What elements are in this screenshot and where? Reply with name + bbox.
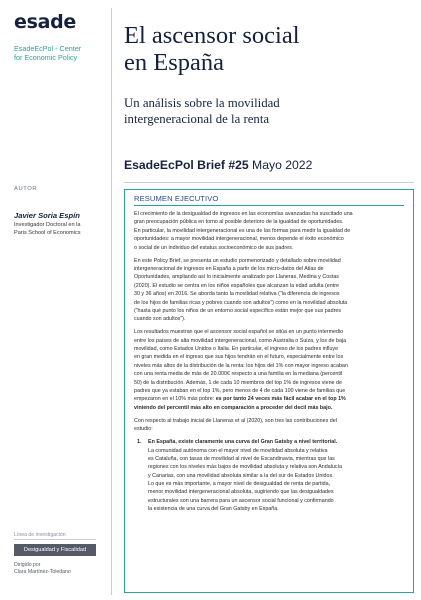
text-line: y Canarias, con una movilidad absoluta similar a la del sur de Estados Unidos. [148,472,334,479]
text-line: Con respecto al trabajo inicial de Llaneras et al (2020), son tres las contribuciones del [134,417,337,424]
text-line: menor movilidad intergeneracional absoluta, sugiriendo que las desigualdades [148,489,334,496]
brief-label [124,158,312,172]
text-line: La comunidad autónoma con el mayor nivel de movilidad absoluta y relativa [148,447,328,454]
text-line: de los hijos de familias ricas y pobres cuando son adultos”) como en la movilidad absoluta [134,299,348,306]
summary-header: RESUMEN EJECUTIVO [134,194,219,203]
text-line: o social de un individuo del estatus socioeconómico de sus padres. [134,244,294,251]
esade-logo: esade [14,11,77,33]
text-line: entre los países de alta movilidad intergeneracional, como Australia o Suiza, y los de baja [134,337,347,344]
author-name: Javier Soria Espín [14,211,80,220]
summary-paragraph-4 [134,417,406,434]
title-line-1: El ascensor social [124,22,300,49]
subtitle-line-1: Un análisis sobre la movilidad [124,96,280,110]
text-line [134,395,406,403]
title-line-2: en España [124,49,224,76]
text-line: (2020). El estudio se centra en los niños españoles que alcanzan la edad adulta (entre [134,282,339,289]
bold-highlight: es por tanto 24 veces más fácil acabar en el top 1% [214,396,346,403]
research-line-tag: Desigualdad y Fiscalidad [14,544,96,556]
text-line: estructurales son una barrera para un ascensor social funcional y confirmando [148,497,334,504]
summary-paragraph-3 [134,328,406,412]
text-line: padres que ya estaban en el top 1%, pero menos de 4 de cada 100 viene de familias que [134,388,346,394]
brief-number: EsadeEcPol Brief #25 [124,158,249,172]
subtitle-line-2: intergeneracional de la renta [124,111,270,126]
list-number: 1. [137,439,142,446]
document-subtitle [124,96,414,127]
item-heading: En España, existe claramente una curva del Gran Gatsby a nivel territorial. [148,439,338,446]
text-line: En particular, la movilidad intergeneracional es una de las formas para medir la igualdad de [134,227,351,234]
executive-summary-box [124,189,414,593]
text-run: empezaron en el 10% más pobre: [134,396,215,403]
author-role-line-2: Paris School of Economics [14,229,81,236]
text-line: Oportunidades, ampliando así lo inicialmente analizado por Llaneras, Medina y Costas [134,274,339,281]
text-line: cuando son adultos”). [134,316,186,323]
text-line: En este Policy Brief, se presenta un estudio pormenorizado y detallado sobre movilidad [134,257,341,264]
header-rule [124,182,414,183]
research-line-label: Línea de investigación [14,532,66,538]
summary-paragraph-2 [134,257,406,324]
text-line: es Cataluña, con tasas de movilidad al nivel de Escandinavia, mientras que las [148,455,335,462]
directed-by-name: Clara Martínez-Toledano [14,569,71,576]
document-title [124,22,414,76]
org-name [14,44,114,63]
directed-by-label: Dirigido por [14,562,41,568]
author-role-line-1: Investigador Doctoral en la [14,222,81,228]
directed-by [14,562,71,577]
org-line-2: for Economic Policy [14,53,78,63]
text-line: (“hasta qué punto los niños de un entorno social específico están mejor que sus padres [134,307,342,314]
text-line: oportunidades: a mayor movilidad intergeneracional, menos depende el éxito económico [134,236,344,243]
text-line: la existencia de una curva del Gran Gatsby en España. [148,506,279,513]
text-line: estudio: [134,426,153,433]
summary-header-rule [134,205,404,206]
text-line: regiones con los niveles más bajos de movilidad absoluta y relativa son Andalucía [148,464,342,471]
column-divider [111,8,112,595]
research-line-rule [14,539,96,540]
text-line: con una renta media de más de 20.000€ respecto a una familia en la mediana (percentil [134,371,343,378]
summary-text [134,210,406,514]
text-line: intergeneracional de ingresos en España a partir de los micro-datos del Atlas de [134,265,324,272]
text-line: niveles más altos de la distribución de la renta: los hijos del 1% con mayor ingreso acaban [134,362,348,369]
text-line: El crecimiento de la desigualdad de ingresos en las economías avanzadas ha suscitado una [134,211,353,217]
text-line: movilidad, como Estados Unidos o Italia. En particular, el ingreso de los padres influye [134,346,339,353]
text-line: 50) de la distribución. Además, 1 de cada 10 miembros del top 1% de ingresos viene de [134,379,342,386]
brief-date: Mayo 2022 [252,158,313,172]
text-line: Los resultados muestran que el ascensor social español se sitúa en un punto intermedio [134,329,344,336]
contribution-item-1 [134,438,406,514]
text-line: gran preocupación pública en torno al posible deterioro de la igualdad de oportunidades. [134,219,344,226]
bold-highlight-line: viniendo del percentil más alto en comparación a proceder del decil más bajo. [134,404,333,411]
author-role [14,222,109,237]
summary-paragraph-1 [134,210,406,252]
text-line: Lo que es más importante, a mayor nivel de desigualdad de renta de partida, [148,481,331,488]
author-label: AUTOR [14,186,38,192]
text-line: 30 y 36 años) en 2016. Se aborda tanto la movilidad relativa (“la diferencia de ingresos [134,291,340,298]
org-line-1: EsadeEcPol - Center [14,44,82,53]
text-line: en gran medida en el ingreso que sus hijos tendrán en el futuro, especialmente entre los [134,354,344,361]
